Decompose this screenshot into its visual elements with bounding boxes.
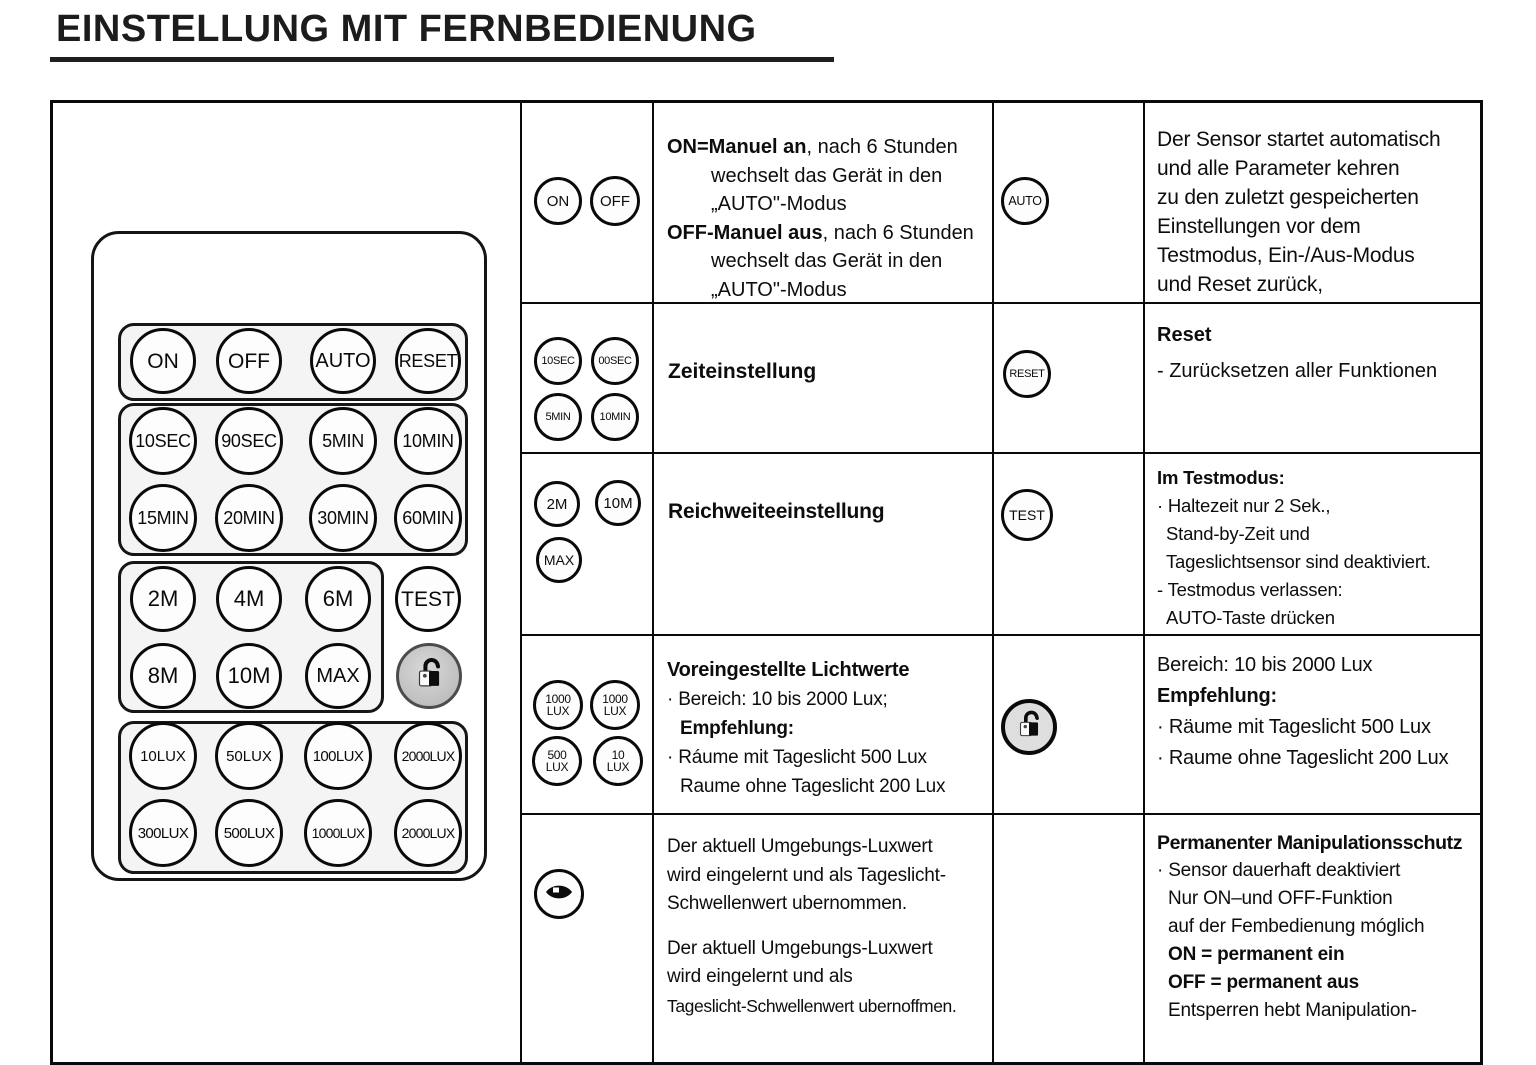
- test-mode-line: AUTO-Taste drücken: [1166, 607, 1335, 628]
- on-permanent-line: ON = permanent ein: [1168, 944, 1345, 965]
- remote-button-100lux: 100LUX: [304, 722, 372, 790]
- row3-desc-right-cell: [1143, 452, 1480, 634]
- remote-button-60min: 60MIN: [394, 484, 462, 552]
- on-off-description: [667, 133, 974, 304]
- remote-button-90sec: 90SEC: [215, 407, 283, 475]
- row2-buttons-left-cell: [520, 302, 652, 452]
- table-button-reset: RESET: [1003, 350, 1051, 398]
- lux-range-description: [1157, 650, 1448, 774]
- lux-value: 10: [611, 748, 625, 762]
- table-button-2m: 2M: [534, 481, 580, 527]
- light-values-description: [667, 656, 945, 801]
- light-values-title: Voreingestellte Lichtwerte: [667, 659, 910, 681]
- manipulation-line: Entsperren hebt Manipulation-: [1168, 1000, 1417, 1021]
- lux-range-line: Bereich: 10 bis 2000 Lux: [1157, 654, 1373, 676]
- table-button-10min: 10MIN: [591, 393, 639, 441]
- remote-button-2m: 2M: [130, 566, 196, 632]
- test-mode-line: · Haltezeit nur 2 Sek.,: [1157, 495, 1331, 516]
- row4-desc-left-cell: [652, 634, 992, 813]
- remote-button-20min: 20MIN: [215, 484, 283, 552]
- time-setting-label: Zeiteinstellung: [668, 360, 817, 383]
- reset-title: Reset: [1157, 324, 1212, 346]
- title-underline: [50, 57, 834, 62]
- lux-range-bullet: · Raume ohne Tageslicht 200 Lux: [1157, 747, 1449, 769]
- table-button-500lux: [532, 736, 582, 786]
- off-bold-text: OFF-Manuel aus: [667, 221, 823, 244]
- table-button-1000lux-b: [590, 680, 640, 730]
- remote-button-2000lux-b: 2000LUX: [394, 799, 462, 867]
- recommendation-title: Empfehlung:: [1157, 685, 1278, 707]
- table-button-10m: 10M: [595, 480, 641, 526]
- auto-desc-line: und Reset zurück,: [1157, 273, 1323, 296]
- row3-buttons-right-cell: [992, 452, 1143, 634]
- lux-value: 1000: [545, 692, 571, 706]
- row5-desc-left-cell: [652, 813, 992, 1062]
- light-values-line: · Bereich: 10 bis 2000 Lux;: [667, 689, 888, 710]
- row2-desc-right-cell: [1143, 302, 1480, 452]
- row1-buttons-left-cell: [520, 103, 652, 302]
- lux-learn-line: wird eingelernt und als Tageslicht-: [667, 864, 946, 886]
- remote-button-test: TEST: [395, 566, 461, 632]
- remote-button-lock: [396, 643, 462, 709]
- table-button-off: OFF: [590, 176, 640, 226]
- remote-button-reset: RESET: [395, 328, 461, 394]
- off-rest-text: , nach 6 Stunden: [822, 221, 974, 244]
- row3-desc-left-cell: [652, 452, 992, 634]
- table-button-on: ON: [534, 177, 582, 225]
- row1-desc-left-cell: [652, 103, 992, 302]
- row4-icon-cell: [992, 634, 1143, 813]
- on-rest-text: , nach 6 Stunden: [806, 136, 958, 158]
- lux-value: 1000: [602, 692, 628, 706]
- remote-button-50lux: 50LUX: [215, 722, 283, 790]
- manipulation-line: auf der Fembedienung móglich: [1168, 916, 1425, 937]
- test-mode-description: [1157, 464, 1431, 632]
- lux-learn-line: Schwellenwert ubernommen.: [667, 893, 908, 914]
- row4-buttons-left-cell: [520, 634, 652, 813]
- table-button-10lux: [593, 736, 643, 786]
- remote-button-6m: 6M: [305, 566, 371, 632]
- test-mode-line: Stand-by-Zeit und: [1166, 523, 1310, 544]
- remote-button-on: ON: [130, 328, 196, 394]
- remote-button-10min: 10MIN: [394, 407, 462, 475]
- lux-learn-line: wird eingelernt und als: [667, 966, 853, 987]
- remote-button-8m: 8M: [130, 643, 196, 709]
- auto-desc-line: Testmodus, Ein-/Aus-Modus: [1157, 244, 1415, 267]
- lux-unit: LUX: [606, 760, 630, 774]
- remote-button-500lux: 500LUX: [215, 799, 283, 867]
- off-line2: wechselt das Gerät in den: [711, 250, 943, 272]
- row5-icon-cell: [520, 813, 652, 1062]
- remote-button-4m: 4M: [216, 566, 282, 632]
- instruction-table: [50, 100, 1483, 1065]
- open-padlock-icon: [1012, 708, 1046, 746]
- remote-button-30min: 30MIN: [309, 484, 377, 552]
- lux-learn-line: Tageslicht-Schwellenwert ubernoffmen.: [667, 995, 957, 1016]
- lux-unit: LUX: [546, 704, 570, 718]
- test-mode-title: Im Testmodus:: [1157, 467, 1285, 488]
- row4-desc-right-cell: [1143, 634, 1480, 813]
- auto-desc-line: zu den zuletzt gespeicherten: [1157, 186, 1419, 209]
- lux-learn-line: Der aktuell Umgebungs-Luxwert: [667, 937, 933, 959]
- light-values-line: · Ráume mit Tageslicht 500 Lux: [667, 747, 927, 768]
- remote-button-auto: AUTO: [310, 328, 376, 394]
- lux-range-bullet: · Räume mit Tageslicht 500 Lux: [1157, 716, 1431, 738]
- remote-button-300lux: 300LUX: [129, 799, 197, 867]
- test-mode-line: - Testmodus verlassen:: [1157, 579, 1343, 600]
- table-button-10sec: 10SEC: [534, 337, 582, 385]
- manipulation-title: Permanenter Manipulationsschutz: [1157, 832, 1463, 854]
- off-line3: „AUTO"-Modus: [711, 278, 847, 301]
- table-button-auto: AUTO: [1001, 177, 1049, 225]
- manipulation-line: Nur ON–und OFF-Funktion: [1168, 888, 1393, 909]
- remote-illustration-cell: [53, 103, 520, 1062]
- row1-buttons-right-cell: [992, 103, 1143, 302]
- off-permanent-line: OFF = permanent aus: [1168, 972, 1359, 993]
- remote-button-1000lux: 1000LUX: [304, 799, 372, 867]
- page-title: EINSTELLUNG MIT FERNBEDIENUNG: [56, 8, 757, 50]
- remote-button-10sec: 10SEC: [129, 407, 197, 475]
- table-button-1000lux-a: [533, 680, 583, 730]
- range-setting-label: Reichweiteeinstellung: [668, 500, 885, 523]
- remote-button-10lux: 10LUX: [129, 722, 197, 790]
- on-line2: wechselt das Gerät in den: [711, 164, 943, 187]
- row3-buttons-left-cell: [520, 452, 652, 634]
- recommendation-subtitle: Empfehlung:: [680, 718, 794, 739]
- on-bold-text: ON=Manuel an: [667, 136, 807, 158]
- remote-button-max: MAX: [305, 643, 371, 709]
- lux-learn-line: Der aktuell Umgebungs-Luxwert: [667, 836, 933, 857]
- auto-desc-line: Der Sensor startet automatisch: [1157, 128, 1441, 151]
- light-values-line: Raume ohne Tageslicht 200 Lux: [680, 776, 946, 797]
- lux-value: 500: [547, 748, 567, 762]
- table-button-00sec: 00SEC: [591, 337, 639, 385]
- on-line3: „AUTO"-Modus: [711, 193, 847, 215]
- row2-buttons-right-cell: [992, 302, 1143, 452]
- auto-desc-line: Einstellungen vor dem: [1157, 215, 1361, 238]
- daylight-learn-button: [534, 869, 584, 919]
- table-button-5min: 5MIN: [534, 393, 582, 441]
- manipulation-line: · Sensor dauerhaft deaktiviert: [1157, 860, 1401, 881]
- table-lock-button: [1001, 699, 1057, 755]
- table-button-max: MAX: [536, 537, 582, 583]
- remote-button-off: OFF: [216, 328, 282, 394]
- reset-description: [1157, 324, 1437, 383]
- row1-desc-right-cell: [1143, 103, 1480, 302]
- row5-desc-right-cell: [1143, 813, 1480, 1062]
- row5-empty-cell: [992, 813, 1143, 1062]
- table-button-test: TEST: [1001, 489, 1053, 541]
- lux-unit: LUX: [603, 704, 627, 718]
- eye-icon: [542, 875, 576, 913]
- remote-button-5min: 5MIN: [309, 407, 377, 475]
- auto-desc-line: und alle Parameter kehren: [1157, 157, 1400, 180]
- row2-desc-left-cell: [652, 302, 992, 452]
- manipulation-protection-description: [1157, 829, 1462, 1025]
- remote-button-10m: 10M: [216, 643, 282, 709]
- test-mode-line: Tageslichtsensor sind deaktiviert.: [1166, 551, 1431, 572]
- reset-desc-line: - Zurücksetzen aller Funktionen: [1157, 360, 1438, 382]
- lux-unit: LUX: [545, 760, 569, 774]
- remote-button-2000lux-a: 2000LUX: [394, 722, 462, 790]
- open-padlock-icon: [410, 655, 448, 697]
- lux-learn-description: [667, 833, 956, 1020]
- remote-button-15min: 15MIN: [129, 484, 197, 552]
- auto-description: [1157, 125, 1440, 299]
- remote-control-body: [91, 231, 487, 881]
